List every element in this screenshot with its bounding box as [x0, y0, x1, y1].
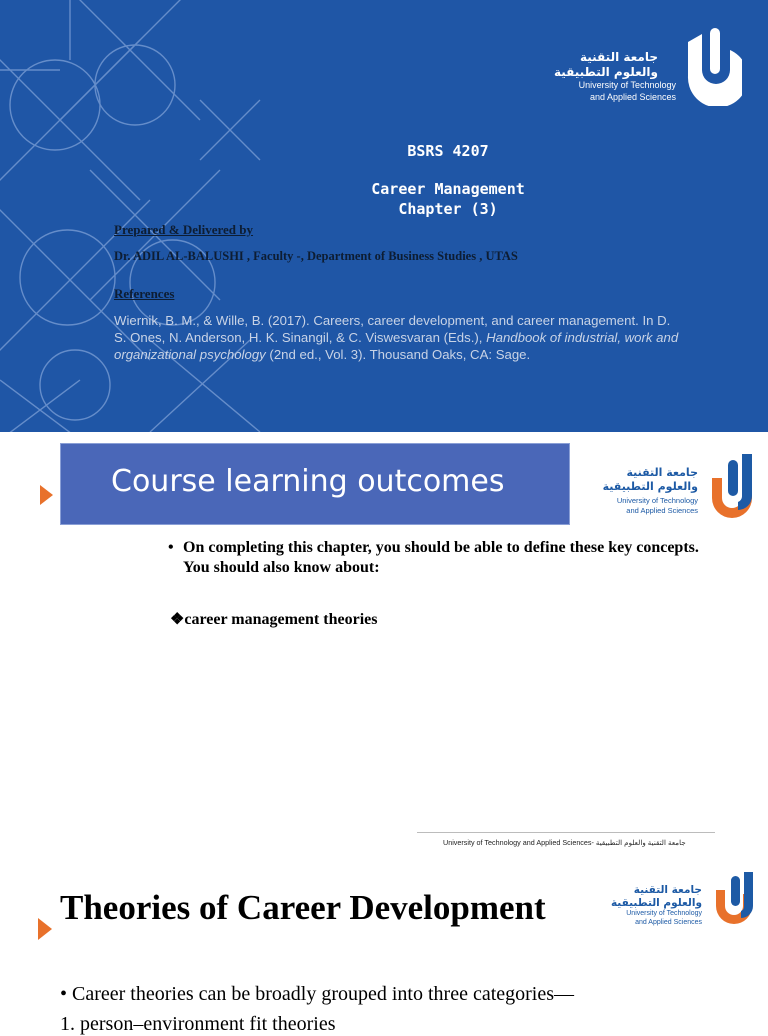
outcome-item-text: career management theories: [184, 611, 378, 628]
logo-english-line2: and Applied Sciences: [589, 92, 676, 102]
reference-book-title: Handbook of industrial, work and organizational psychology: [114, 330, 679, 362]
numbered-item: 1. person–environment fit theories: [60, 1013, 336, 1035]
utas-emblem-icon: [704, 452, 760, 522]
footer-divider: [417, 832, 715, 833]
slide-title: Theories of Career Development: [60, 888, 546, 927]
slide-footer: University of Technology and Applied Sciences- جامعة التقنية والعلوم التطبيقية: [443, 838, 686, 847]
outcome-list-item: [170, 609, 377, 629]
course-title: Career Management: [371, 180, 525, 198]
logo-english-line1: University of Technology: [626, 910, 702, 917]
logo-arabic-line2: والعلوم التطبيقية: [610, 897, 702, 909]
logo-arabic-line1: جامعة التقنية: [579, 50, 658, 64]
chapter-label: Chapter (3): [398, 200, 498, 218]
outcome-bullet: [168, 538, 708, 578]
decorative-pattern: [0, 0, 300, 432]
reference-part2: (2nd ed., Vol. 3). Thousand Oaks, CA: Sage.: [265, 347, 531, 362]
logo-english-line2: and Applied Sciences: [635, 919, 702, 926]
logo-english-line1: University of Technology: [578, 80, 676, 90]
logo-english-line1: University of Technology: [616, 496, 698, 505]
prepared-heading: Prepared & Delivered by: [114, 222, 254, 237]
bullet-marker: •: [168, 539, 174, 556]
utas-emblem-icon: [710, 870, 762, 926]
title-slide: [0, 0, 768, 432]
logo-english-line2: and Applied Sciences: [626, 506, 698, 515]
references-heading: References: [114, 286, 175, 301]
outcomes-banner: [60, 443, 570, 525]
orange-arrow-icon: [38, 918, 52, 940]
reference-citation: [114, 312, 684, 363]
banner-title: Course learning outcomes: [111, 464, 505, 499]
course-code: BSRS 4207: [407, 142, 489, 160]
orange-arrow-icon: [40, 485, 53, 505]
logo-arabic-line2: والعلوم التطبيقية: [553, 65, 658, 79]
diamond-bullet-icon: ❖: [170, 611, 185, 628]
author-line: Dr. ADIL AL-BALUSHI , Faculty -, Department of Business Studies , UTAS: [114, 249, 518, 263]
utas-logo-color: [600, 870, 762, 926]
utas-logo-color: [600, 452, 760, 524]
logo-arabic-line1: جامعة التقنية: [633, 884, 702, 896]
utas-emblem-icon: [682, 28, 742, 106]
career-theories-bullet: • Career theories can be broadly grouped into three categories—: [60, 983, 575, 1005]
utas-logo: [553, 28, 750, 108]
reference-part1: Wiernik, B. M., & Wille, B. (2017). Careers, career development, and career management. In D. S. Ones, N. Anderson, H. K. Sinangil, & C. Viswesvaran (Eds.),: [114, 313, 671, 345]
logo-arabic-line1: جامعة التقنية: [626, 466, 698, 479]
bullet-text: On completing this chapter, you should be able to define these key concepts. You should also know about:: [183, 539, 699, 576]
logo-arabic-line2: والعلوم التطبيقية: [602, 480, 698, 493]
